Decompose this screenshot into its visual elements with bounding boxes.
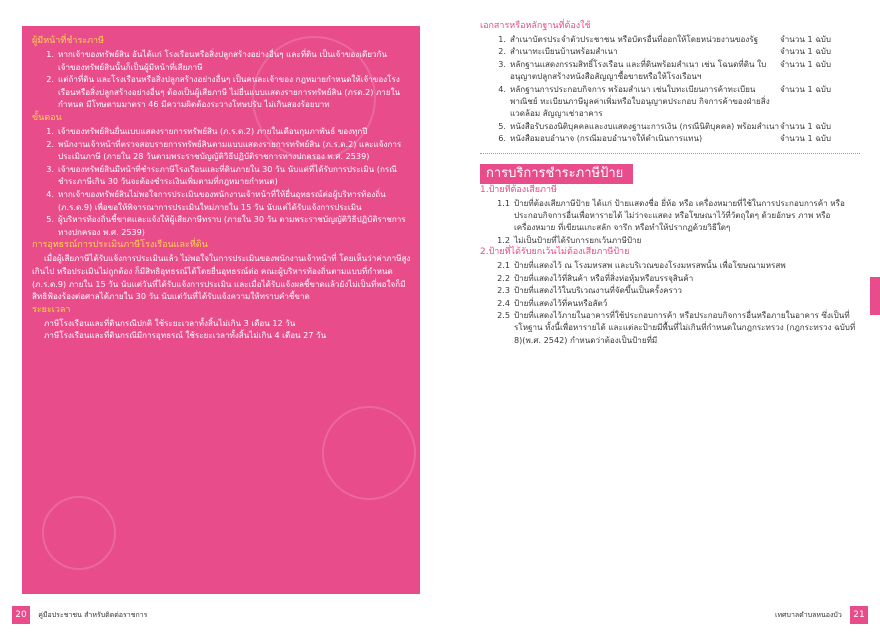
duration-line: ภาษีโรงเรือนและที่ดินกรณีมีการอุทธรณ์ ใช้ระยะเวลาทั้งสิ้นไม่เกิน 4 เดือน 27 วัน [44, 330, 327, 341]
right-footer [775, 604, 868, 626]
list-item: 2.4 ป้ายที่แสดงไว้ที่คนหรือสัตว์ [497, 297, 608, 308]
list-item: 5. ผู้บริหารท้องถิ่นชี้ขาดและแจ้งให้ผู้เสียภาษีทราบ (ภายใน 30 วัน ตามพระราชบัญญัติวิธีปฏิบัติราชการทางปกครอง พ.ศ. 2539) [46, 214, 406, 237]
list-item: 3. เจ้าของทรัพย์สินมีหน้าที่ชำระภาษีโรงเรือนและที่ดินภายใน 30 วัน นับแต่ที่ได้รับการประเมิน (กรณีชำระภาษีเกิน 30 วันจะต้องชำระเงินเพิ่มตามที่กฎหมายกำหนด) [46, 163, 397, 187]
right-content [480, 20, 860, 346]
dotted-divider [480, 153, 860, 154]
list-item: 1. หากเจ้าของทรัพย์สิน อันได้แก่ โรงเรือนหรือสิ่งปลูกสร้างอย่างอื่นๆ และที่ดิน เป็นเจ้าของเดียวกัน เจ้าของทรัพย์สินนั้นก็เป็นผู้มีหน้าที่เสียภาษี [46, 49, 387, 72]
list-item: 2.5 ป้ายที่แสดงไว้ภายในอาคารที่ใช้ประกอบการค้า หรือประกอบกิจการอื่นหรือภายในอาคาร ซึ่งเป็นที่รโหฐาน ทั้งนี้เพื่อหารายได้ และแต่ละป้ายมีพื้นที่ไม่เกินที่กำหนดในกฎกระทรวง (กฎกระทรวง ฉบับที่ 8)(พ.ศ. 2542) กำหนดว่าต้องเป็นป้ายที่มี [497, 309, 856, 345]
section-heading-documents: เอกสารหรือหลักฐานที่ต้องใช้ [480, 21, 591, 31]
section-heading-taxable-signs: 1.ป้ายที่ต้องเสียภาษี [480, 184, 557, 195]
section-heading-taxpayer: ผู้มีหน้าที่ชำระภาษี [32, 36, 105, 46]
duration-line: ภาษีโรงเรือนและที่ดินกรณีปกติ ใช้ระยะเวลาทั้งสิ้นไม่เกิน 3 เดือน 12 วัน [44, 317, 296, 328]
page-number: 21 [850, 606, 868, 624]
list-item: 1.2 ไม่เป็นป้ายที่ได้รับการยกเว้นภาษีป้าย [497, 234, 642, 245]
document-item: 6. หนังสือมอบอำนาจ (กรณีมอบอำนาจให้ดำเนินการแทน) จำนวน 1 ฉบับ [498, 133, 831, 144]
document-item: 5. หนังสือรับรองนิติบุคคลและงบแสดงฐานะการเงิน (กรณีนิติบุคคล) พร้อมสำเนา จำนวน 1 ฉบับ [498, 120, 831, 131]
section-heading-steps: ขั้นตอน [32, 112, 62, 123]
list-item: 1.1 ป้ายที่ต้องเสียภาษีป้าย ได้แก่ ป้ายแสดงชื่อ ยี่ห้อ หรือ เครื่องหมายที่ใช้ในการประกอบการค้า หรือประกอบกิจการอื่นเพื่อหารายได้ ไม่ว่าจะแสดง หรือโฆษณาไว้ที่วัตถุใดๆ ด้วยอักษร ภาพ หรือ เครื่องหมาย ที่เขียนแกะสลัก จารึก หรือทำให้ปรากฏด้วยวิธีใดๆ [497, 197, 845, 233]
left-page [0, 0, 440, 600]
decorative-circle [42, 496, 116, 570]
pink-info-panel [22, 26, 420, 594]
list-item: 2.2 ป้ายที่แสดงไว้ที่สินค้า หรือที่สิ่งห่อหุ้มหรือบรรจุสินค้า [497, 272, 694, 283]
list-item: 2.1 ป้ายที่แสดงไว้ ณ โรงมหรสพ และบริเวณของโรงมหรสพนั้น เพื่อโฆษณามหรสพ [497, 260, 786, 271]
list-item: 2.3 ป้ายที่แสดงไว้ในบริเวณงานที่จัดขึ้นเป็นครั้งคราว [497, 285, 682, 296]
list-item: 4. หากเจ้าของทรัพย์สินไม่พอใจการประเมินของพนักงานเจ้าหน้าที่ให้ยื่นอุทธรณ์ต่อผู้บริหารท้องถิ่น (ภ.ร.ด.9) เพื่อขอให้พิจารณาการประเมินใหม่ภายใน 15 วัน นับแต่ได้รับแจ้งการประเมิน [46, 188, 386, 212]
appeal-paragraph: เมื่อผู้เสียภาษีได้รับแจ้งการประเมินแล้ว ไม่พอใจในการประเมินของพนักงานเจ้าหน้าที่ โดยเห็นว่าค่าภาษีสูงเกินไป หรือประเมินไม่ถูกต้อง ก็มีสิทธิอุทธรณ์ได้โดยยื่นอุทธรณ์ต่อ คณะผู้บริหารท้องถิ่นตามแบบที่กำหนด (ภ.ร.ด.9) ภายใน 15 วัน นับแต่วันที่ได้รับแจ้งการประเมิน และเมื่อได้รับแจ้งผลชี้ขาดแล้วยังไม่เป็นที่พอใจก็มีสิทธิฟ้องร้องต่อศาลได้ภายใน 30 วัน นับแต่วันที่ได้รับแจ้งความให้ทราบคำชี้ขาด [32, 253, 411, 302]
list-item: 2. แต่ถ้าที่ดิน และโรงเรือนหรือสิ่งปลูกสร้างอย่างอื่นๆ เป็นคนละเจ้าของ กฎหมายกำหนดให้เจ้าของโรงเรือนหรือสิ่งปลูกสร้างอย่างอื่นๆ ต้องเป็นผู้เสียภาษี ไม่ยื่นแบบแสดงรายการทรัพย์สิน (ภรด.2) ภายในกำหนด มีโทษตามมาตรา 46 มีความผิดต้องระวางโทษปรับ ไม่เกินสองร้อยบาท [46, 74, 401, 110]
section-banner: การบริการชำระภาษีป้าย [480, 164, 633, 184]
document-item: 1. สำเนาบัตรประจำตัวประชาชน หรือบัตรอื่นที่ออกให้โดยหน่วยงานของรัฐ จำนวน 1 ฉบับ [498, 34, 831, 44]
section-heading-duration: ระยะเวลา [32, 304, 71, 315]
left-footer [12, 604, 147, 626]
section-heading-exempt-signs: 2.ป้ายที่ได้รับยกเว้นไม่ต้องเสียภาษีป้าย [480, 247, 630, 258]
footer-text: เทศบาลตำบลหนองบัว [775, 611, 842, 619]
page-number: 20 [12, 606, 30, 624]
decorative-circle [322, 406, 416, 500]
list-item: 1. เจ้าของทรัพย์สินยื่นแบบแสดงรายการทรัพย์สิน (ภ.ร.ด.2) ภายในเดือนกุมภาพันธ์ ของทุกปี [46, 125, 368, 136]
document-item: 2. สำเนาทะเบียนบ้านพร้อมสำเนา จำนวน 1 ฉบับ [498, 46, 831, 57]
section-heading-appeal: การอุทธรณ์การประเมินภาษีโรงเรือนและที่ดิน [32, 240, 208, 251]
footer-text: คู่มือประชาชน สำหรับติดต่อราชการ [38, 611, 148, 619]
document-item: 4. หลักฐานการประกอบกิจการ พร้อมสำเนา เช่นใบทะเบียนการค้าทะเบียนพาณิชย์ ทะเบียนภาษีมูลค่าเพิ่มหรือใบอนุญาตประกอบ กิจการค้าของฝ่ายสิ่งแวดล้อม สัญญาเช่าอาคาร จำนวน 1 ฉบับ [498, 83, 831, 119]
side-tab-marker [870, 277, 880, 315]
document-item: 3. หลักฐานแสดงกรรมสิทธิ์โรงเรือน และที่ดินพร้อมสำเนา เช่น โฉนดที่ดิน ใบอนุญาตปลูกสร้างหนังสือสัญญาซื้อขายหรือให้โรงเรือนฯ จำนวน 1 ฉบับ [498, 58, 831, 82]
list-item: 2. พนักงานเจ้าหน้าที่ตรวจสอบรายการทรัพย์สินตามแบบแสดงรายการทรัพย์สิน (ภ.ร.ด.2) และแจ้งการประเมินภาษี (ภายใน 28 วันตามพระราชบัญญัติวิธีปฏิบัติราชการทางปกครอง พ.ศ. 2539) [46, 138, 402, 162]
right-page [440, 0, 880, 600]
pink-panel-content [32, 34, 412, 342]
